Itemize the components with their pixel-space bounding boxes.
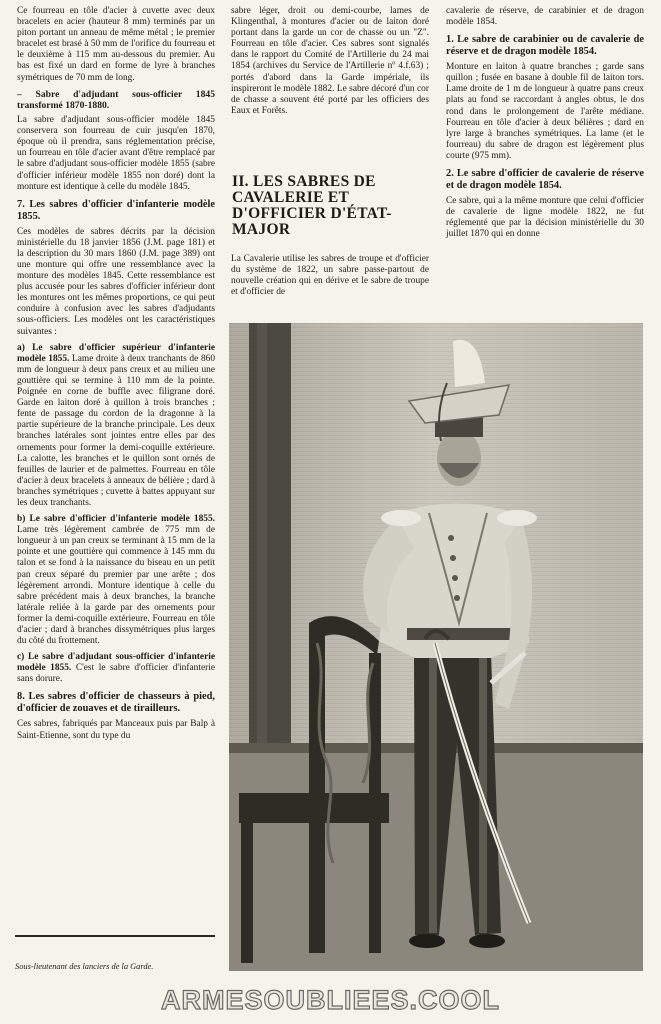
item-a-text: Lame droite à deux tranchants de 860 mm de longueur à deux pans creux et au milieu une gouttière qui se termine à 110 mm de la pointe. Poignée en corne de buffle avec filigrane doré. Garde en laiton doré à quillon à trois branches ; fente de passage du cordon de la dragonne à la partie supérieure de la branche principale. Les deux branches latérales sont jointes entre elles par des ornements pour former la demi-coquille extérieure. La calotte, les branches et le quillon sont ornés de feuilles de laurier et de palmettes. Fourreau en tôle d'acier à deux bracelets à anneaux de bélière ; dard à branches symétriques ; cuvette à battes appuyant sur les deux tranchants.	[17, 353, 216, 508]
section-title-cavalry: II. LES SABRES DE CAVALERIE ET D'OFFICIER D'ÉTAT-MAJOR	[232, 173, 392, 238]
paragraph-cavalry-intro: La Cavalerie utilise les sabres de troupe et d'officier du système de 1822, un sabre passe-partout de nouvelle création qui en dérive et le sabre de troupe et d'officier de	[231, 254, 429, 298]
paragraph-section-8: Ces sabres, fabriqués par Manceaux puis par Balp à Saint-Etienne, sont du type du	[17, 719, 215, 741]
item-c-title: c) Le sabre d'adjudant sous-officier d'infanterie modèle 1855.	[17, 652, 215, 674]
paragraph-light-sabre: sabre léger, droit ou demi-courbe, lames de Klingenthal, à montures d'acier ou de laiton doré portant dans la garde un cor de chasse ou un "Z". Fourreau en tôle d'acier. Ces sabres sont signalés dans le rapport du Comité de l'Artillerie du 24 mai 1854 (archives du Service de l'Artillerie nº 4.f.63) ; portés d'abord dans la Garde impériale, ils inspireront le modèle 1882. Le sabre décoré d'un cor de chasse a souvent été porté par les officiers des Eaux et Forêts.	[231, 6, 429, 116]
item-b-title: b) Le sabre d'officier d'infanterie modèle 1855.	[17, 514, 215, 525]
heading-adjudant-1845: – Sabre d'adjudant sous-officier 1845 transformé 1870-1880.	[17, 88, 215, 111]
paragraph-item-a	[17, 343, 215, 509]
text-column-left	[17, 6, 215, 747]
paragraph-scabbard: Ce fourreau en tôle d'acier à cuvette avec deux bracelets en acier (hauteur 8 mm) terminés par un piton portant un anneau de même métal ; le premier bracelet est brasé à 50 mm de l'orifice du fourreau et le deuxième à 115 mm au-dessous du premier. Au bas est fixé un dard en forme de lyre à branches symétriques de 70 mm de long.	[17, 6, 215, 83]
paragraph-reserve-cavalry: cavalerie de réserve, de carabinier et de dragon modèle 1854.	[446, 6, 644, 28]
text-column-middle-lower	[231, 254, 429, 303]
item-b-text: Lame très légèrement cambrée de 775 mm de longueur à un pan creux se terminant à 15 mm de la pointe et une gouttière qui commence à 145 mm du talon et se fond à la naissance du biseau en un petit pan creux séparé du premier par une arête ; dos légèrement arrondi. Monture identique à celle du sabre précédent mais à deux branches, la branche latérale reliée à la garde par des ornements pour former la demi-coquille extérieure. Fourreau en tôle d'acier ; dard à branches dissymétriques plus larges du côté du frottement.	[17, 525, 215, 647]
text-column-right	[446, 6, 644, 245]
caption-rule	[15, 935, 215, 937]
heading-section-8: 8. Les sabres d'officier de chasseurs à pied, d'officier de zouaves et de tirailleurs.	[17, 691, 215, 715]
paragraph-item-b	[17, 514, 215, 647]
paragraph-officer-dragoon-1854: Ce sabre, qui a la même monture que celui d'officier de cavalerie de ligne modèle 1822, ne fut réglementé que par la décision ministérielle du 30 juillet 1870 qui en donne	[446, 196, 644, 240]
photograph-lancer-officer	[229, 323, 643, 971]
item-c-text: C'est le sabre d'officier d'infanterie sans dorure.	[17, 663, 215, 685]
paragraph-section-7: Ces modèles de sabres décrits par la décision ministérielle du 18 janvier 1856 (J.M. page 181) et la description du 30 mars 1860 (J.M. page 389) ont une monture qui offre une ressemblance avec la monture des modèles 1845. Cette ressemblance est plus accusée pour les sabres d'officier inférieur dont les montures ont les mêmes proportions, ce qui peut conduire à confusion avec les sabres d'adjudants sous-officiers. Les modèles ont les caractéristiques suivantes :	[17, 226, 215, 337]
heading-officer-dragoon-1854: 2. Le sabre d'officier de cavalerie de réserve et de dragon modèle 1854.	[446, 168, 644, 192]
lancer-officer-illustration	[229, 323, 643, 971]
paragraph-item-c	[17, 652, 215, 685]
watermark-text: ARMESOUBLIEES.COOL	[160, 985, 501, 1015]
heading-carabinier-1854: 1. Le sabre de carabinier ou de cavalerie de réserve et de dragon modèle 1854.	[446, 34, 644, 58]
photo-caption: Sous-lieutenant des lanciers de la Garde.	[15, 962, 154, 971]
paragraph-carabinier-1854: Monture en laiton à quatre branches ; garde sans quillon ; fusée en basane à double fil de laiton tors. Lame droite de 1 m de longueur à quatre pans creux plats au fond se raccordant à angles obtus, le dos rond dans le prolongement de l'arête médiane. Fourreau en tôle d'acier à deux bélières ; dard en lyre large à branches symétriques. La lame (et le fourreau) du sabre de dragon est légèrement plus courte (975 mm).	[446, 62, 644, 161]
heading-section-7: 7. Les sabres d'officier d'infanterie modèle 1855.	[17, 198, 215, 222]
text-column-middle	[231, 6, 429, 122]
item-a-title: a) Le sabre d'officier supérieur d'infanterie modèle 1855.	[17, 342, 215, 364]
paragraph-adjudant-1845: La sabre d'adjudant sous-officier modèle 1845 conservera son fourreau de cuir jusqu'en 1870, époque où il prendra, sans réglementation précise, un fourreau en tôle d'acier avant d'être remplacé par le sabre d'adjudant sous-officier modèle 1855 (sabre d'officier inférieur modèle 1855 non doré) dont la monture est identique à celle du modèle 1845.	[17, 115, 215, 192]
